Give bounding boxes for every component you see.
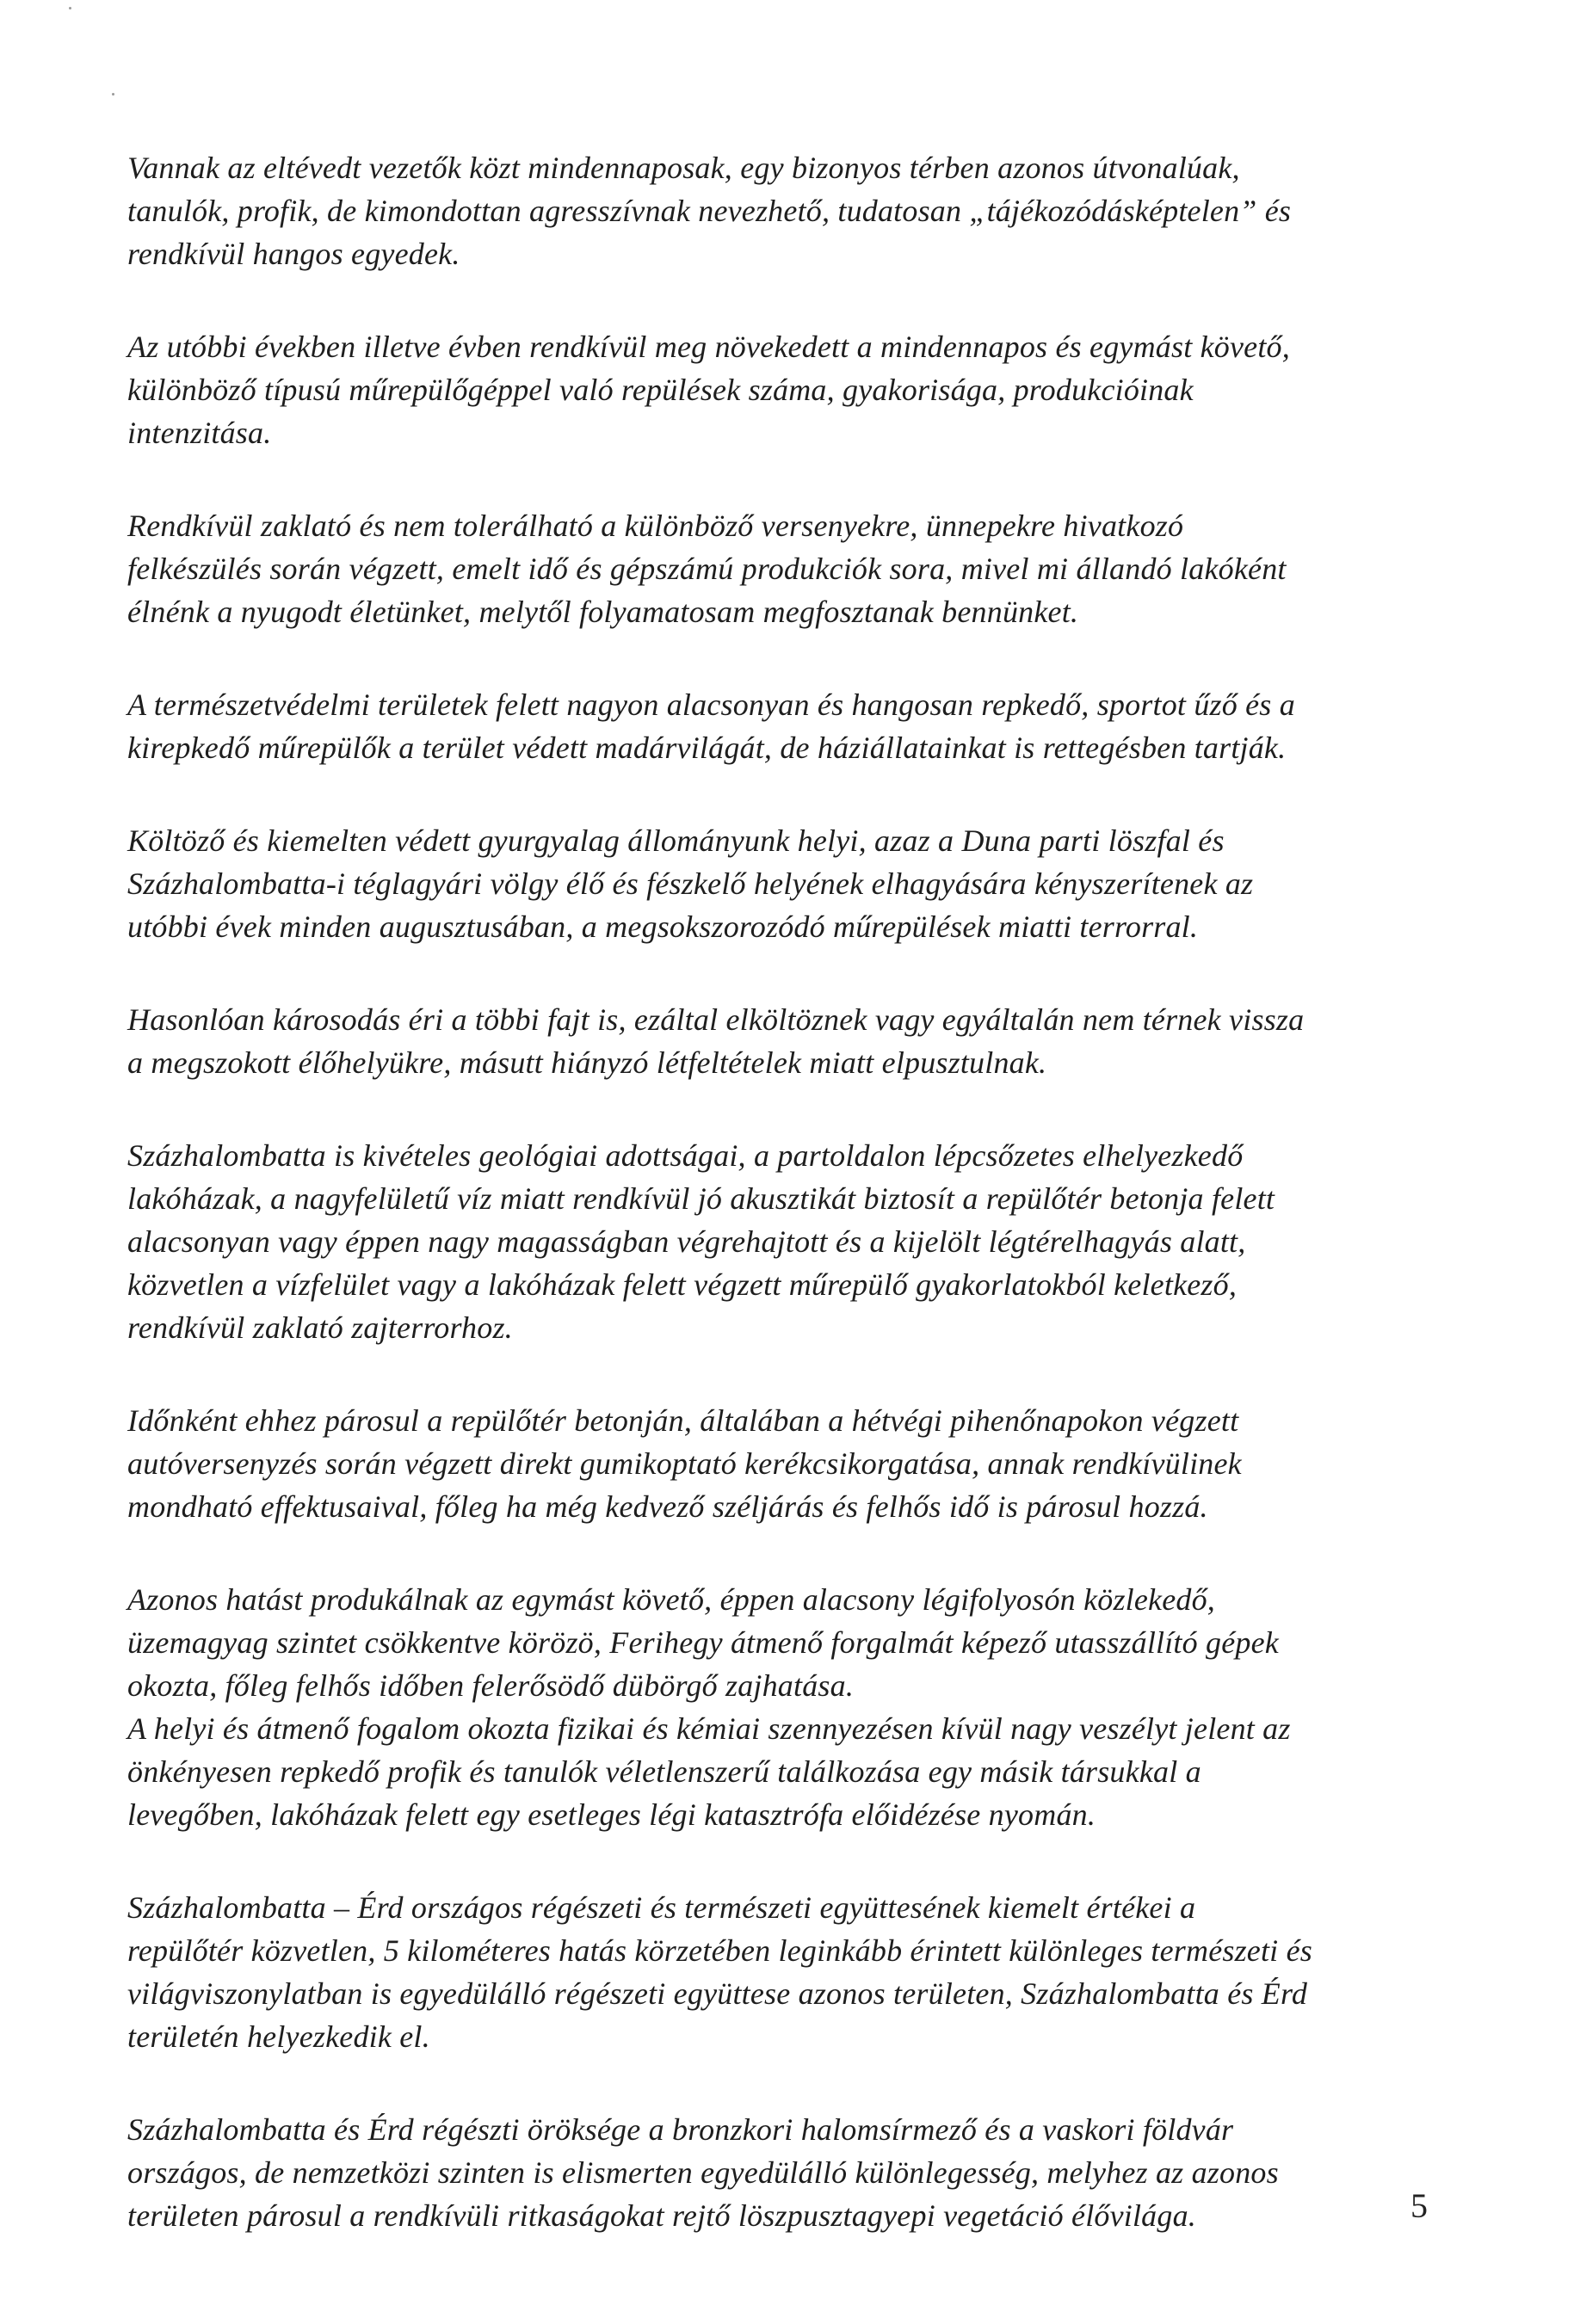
paragraph-5: Költöző és kiemelten védett gyurgyalag állományunk helyi, azaz a Duna parti löszfal és Százhalombatta-i téglagyári völgy élő és fészkelő helyének elhagyására kényszerítenek az utóbbi évek minden augusztusában, a megsokszorozódó műrepülések miatti terrorral. xyxy=(127,823,1254,944)
page-number: 5 xyxy=(1410,2186,1428,2225)
paragraph-9: Azonos hatást produkálnak az egymást követő, éppen alacsony légifolyosón közlekedő, üzemagyag szintet csökkentve körözö, Ferihegy átmenő forgalmát képező utasszállító gépek okozta, főleg felhős időben felerősödő dübörgő zajhatása. xyxy=(127,1582,1279,1703)
paragraph-2: Az utóbbi években illetve évben rendkívül meg növekedett a mindennapos és egymást követő, különböző típusú műrepülőgéppel való repülések száma, gyakorisága, produkcióinak intenzitása. xyxy=(127,330,1290,450)
paragraph-6: Hasonlóan károsodás éri a többi fajt is, ezáltal elköltöznek vagy egyáltalán nem térnek vissza a megszokott élőhelyükre, másutt hiányzó létfeltételek miatt elpusztulnak. xyxy=(127,1002,1305,1080)
paragraph-8: Időnként ehhez párosul a repülőtér betonján, általában a hétvégi pihenőnapokon végzett autóversenyzés során végzett direkt gumikoptató kerékcsikorgatása, annak rendkívülinek mondható effektusaival, főleg ha még kedvező széljárás és felhős idő is párosul hozzá. xyxy=(127,1403,1242,1524)
paragraph-1: Vannak az eltévedt vezetők közt mindennaposak, egy bizonyos térben azonos útvonalúak, tanulók, profik, de kimondottan agresszívnak nevezhető, tudatosan „tájékozódásképtelen” és rendkívül hangos egyedek. xyxy=(127,151,1292,271)
paragraph-12: Százhalombatta és Érd régészti öröksége a bronzkori halomsírmező és a vaskori földvár országos, de nemzetközi szinten is elismerten egyedülálló különlegesség, melyhez az azonos területen párosul a rendkívüli ritkaságokat rejtő löszpusztagyepi vegetáció élővilága. xyxy=(127,2112,1279,2233)
scan-speck xyxy=(112,93,114,96)
paragraph-4: A természetvédelmi területek felett nagyon alacsonyan és hangosan repkedő, sportot űző és a kirepkedő műrepülők a terület védett madárvilágát, de háziállatainkat is rettegésben tartják. xyxy=(127,687,1295,765)
document-body xyxy=(127,146,1435,2287)
paragraph-7: Százhalombatta is kivételes geológiai adottságai, a partoldalon lépcsőzetes elhelyezkedő lakóházak, a nagyfelületű víz miatt rendkívül jó akusztikát biztosít a repülőtér betonja felett alacsonyan vagy éppen nagy magasságban végrehajtott és a kijelölt légtérelhagyás alatt, közvetlen a vízfelület vagy a lakóházak felett végzett műrepülő gyakorlatokból keletkező, rendkívül zaklató zajterrorhoz. xyxy=(127,1138,1275,1345)
paragraph-11: Százhalombatta – Érd országos régészeti és természeti együttesének kiemelt értékei a repülőtér közvetlen, 5 kilométeres hatás körzetében leginkább érintett különleges természeti és világviszonylatban is egyedülálló régészeti együttese azonos területen, Százhalombatta és Érd területén helyezkedik el. xyxy=(127,1890,1312,2054)
paragraph-3: Rendkívül zaklató és nem tolerálható a különböző versenyekre, ünnepekre hivatkozó felkészülés során végzett, emelt idő és gépszámú produkciók sora, mivel mi állandó lakóként élnénk a nyugodt életünket, melytől folyamatosam megfosztanak bennünket. xyxy=(127,509,1287,629)
scan-speck xyxy=(69,7,71,9)
paragraph-10: A helyi és átmenő fogalom okozta fizikai és kémiai szennyezésen kívül nagy veszélyt jelent az önkényesen repkedő profik és tanulók véletlenszerű találkozása egy másik társukkal a levegőben, lakóházak felett egy esetleges légi katasztrófa előidézése nyomán. xyxy=(127,1711,1291,1832)
